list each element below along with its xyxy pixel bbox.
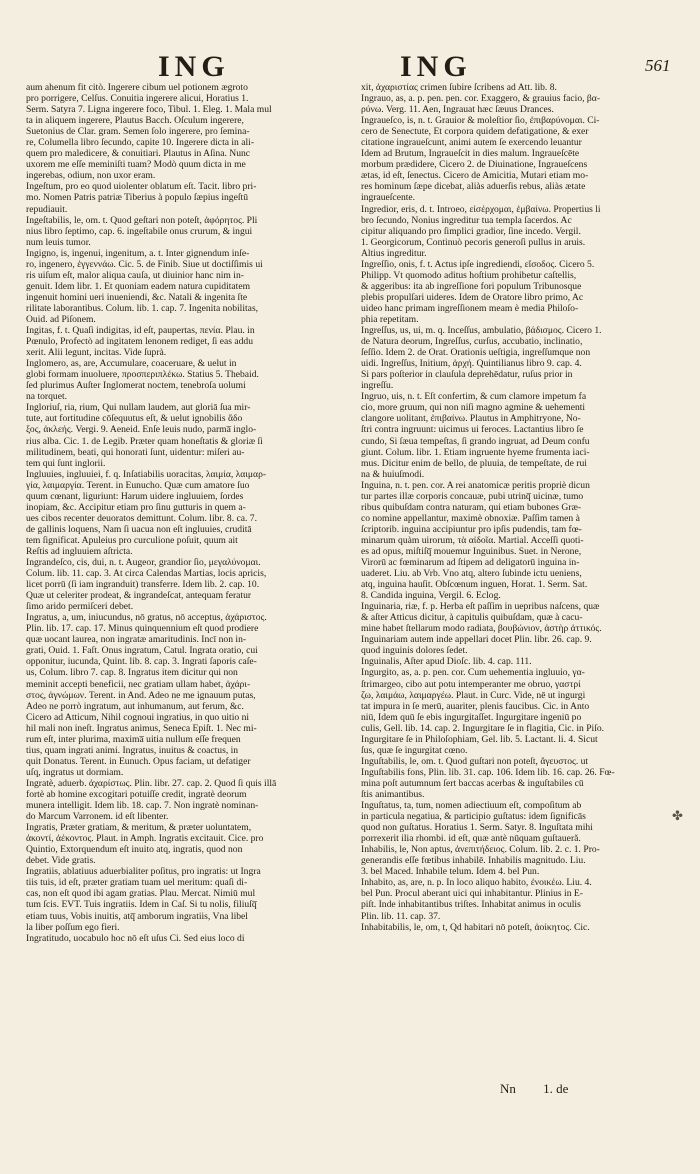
text-line: cundo, Si ſæua tempeſtas, ſi grando ingruat, ad Deum confu: [361, 435, 590, 447]
text-line: re, Columella libro ſecundo, capite 10. Ingerere dicta in ali-: [26, 137, 255, 149]
text-line: tem ſignificat. Apuleius pro curculione poſuit, quum ait: [26, 534, 238, 546]
text-line: plebis propulſari uideres. Idem de Oratore libro primo, Ac: [361, 291, 584, 303]
text-line: munera intelligit. Idem lib. 18. cap. 7. Non ingratè nominan-: [26, 800, 259, 812]
text-line: uſq, ingratus ut dormiam.: [26, 766, 124, 778]
text-line: la liber poſſum ego fieri.: [26, 921, 120, 933]
text-line: Pœnulo, Profectò ad ingitatem lenonem rediget, ſi eas addu: [26, 336, 253, 348]
text-line: ſeſſio. Idem 2. de Orat. Orationis ueſtigia, ingreſſumque non: [361, 347, 591, 359]
text-line: globi formam inuoluere, προσπεριπλέκω. Statius 5. Thebaid.: [26, 369, 259, 381]
text-line: Ingeſtabilis, le, om. t. Quod geſtari non poteſt, ἀφόρητος. Pli: [26, 214, 258, 226]
text-line: Colum. lib. 11. cap. 3. At circa Calendas Martias, locis apricis,: [26, 568, 267, 580]
text-line: licet porrū (ſi iam ingranduit) transferre. Idem lib. 2. cap. 10.: [26, 579, 260, 591]
text-line: ætas, id eſt, ſenectus. Cicero de Amicitia, Mutari etiam mo-: [361, 170, 589, 182]
text-line: ἀκοντί, ἀέκοντος. Plaut. in Amph. Ingratis excitauit. Cice. pro: [26, 833, 264, 845]
text-line: Inguſtabilis fons, Plin. lib. 31. cap. 106. Idem lib. 16. cap. 26. Fœ-: [361, 766, 615, 778]
text-line: ingerebas, odium, non uxor eram.: [26, 170, 156, 182]
text-line: culis, Gell. lib. 14. cap. 2. Ingurgitare ſe in flagitia, Cic. in Piſo.: [361, 722, 605, 734]
text-line: quod inguinis dolores ſedet.: [361, 645, 468, 657]
text-line: tute, aut fortitudine cōſequutus eſt, & uelut ignobilis ἄδο: [26, 413, 243, 425]
text-line: aum ahenum fit citò. Ingerere cibum uel potionem ægroto: [26, 82, 248, 93]
text-line: generandis eſſe fœtibus inhabilē. Inhabilis magnitudo. Liu.: [361, 855, 586, 867]
text-line: tum ſcis. EVT. Tuis ingratiis. Idem in Caſ. Si tu nolis, filiuſq̅: [26, 899, 257, 911]
text-line: minarum quàm uirorum, τὰ αἰδοῖα. Martial. Acceſſi quoti-: [361, 534, 584, 546]
text-line: ingreſſu.: [361, 380, 394, 392]
text-line: ſtis animantibus.: [361, 789, 425, 800]
text-line: tius, quam ingrati animi. Ingratus, inuitus & coactus, in: [26, 744, 239, 756]
text-line: es ad opus, miſtiſq̅ mouemur Inguinibus. Suet. in Nerone,: [361, 545, 582, 557]
text-line: rum eſt, inter plurima, maxima̅ uitia nullum eſſe frequen: [26, 733, 241, 745]
text-line: Inhabito, as, are, n. p. In loco aliquo habito, ἐνοικέω. Liu. 4.: [361, 877, 592, 889]
text-line: quem pro maledicere, & conuitiari. Plautus in Aſina. Nunc: [26, 148, 251, 160]
text-line: debet. Vide gratis.: [26, 855, 96, 867]
text-line: niū, Idem quū ſe ebis ingurgitaſſet. Ingurgitare ingeniū po: [361, 711, 582, 723]
text-line: 3. bel Maced. Inhabile telum. Idem 4. bel Pun.: [361, 866, 540, 878]
running-head-left: ING: [158, 50, 230, 83]
text-line: tiis tuis, id eſt, præter gratiam tuam uel meritum: quaſi di-: [26, 877, 248, 889]
text-line: Ingratis, Præter gratiam, & meritum, & præter uoluntatem,: [26, 822, 252, 834]
text-line: Inhabitabilis, le, om, t, Qd habitari nō poteſt, ἀοίκητος. Cic.: [361, 921, 590, 933]
text-line: mine habet ſtellarum modo radiata, βουβώνιον, ἀστὴρ ἀττικός.: [361, 623, 602, 635]
text-line: Si pars poſterior in clauſula deprehēdatur, ruſus prior in: [361, 369, 573, 381]
text-line: ſtrimargeo, cibo aut potu intemperanter me obruo, γαστρί: [361, 678, 581, 690]
text-line: Ingrandeſco, cis, dui, n. t. Augeor, grandior ſio, μεγαλύνομαι.: [26, 557, 261, 569]
text-line: Inglomero, as, are, Accumulare, coaceruare, & uelut in: [26, 358, 237, 370]
text-line: fortè ab homine excogitari potuiſſe credit, ingratè deorum: [26, 789, 247, 800]
text-line: ingraueſcente.: [361, 192, 416, 204]
text-line: ro, ingenero, ἐγγεννάω. Cic. 5. de Finib. Siue ut doctiſſimis ui: [26, 258, 263, 270]
text-line: uideo hanc primam ingreſſionem meam è media Philoſo-: [361, 302, 579, 314]
text-line: Ingredior, eris, d. t. Introeo, εἰσέρχομαι, ἐμβαίνω. Propertius li: [361, 203, 601, 215]
text-line: Ouid. ad Piſonem.: [26, 313, 96, 325]
text-line: atq, inguina hauſit. Obſcœnum inguen, Horat. 1. Serm. Sat.: [361, 579, 588, 591]
text-line: & aggeribus: ita ab ingreſſione fori populum Tribunosque: [361, 280, 582, 292]
text-line: xerit. Alii legunt, incitas. Vide ſuprà.: [26, 347, 167, 359]
text-line: Ingraueſco, is, n. t. Grauior & moleſtior ſio, ἐπιβαρύνομαι. Ci-: [361, 115, 600, 127]
text-line: quit Donatus. Terent. in Eunuch. Opus faciam, ut defatiger: [26, 755, 251, 767]
text-line: us, Colum. libro 7. cap. 8. Ingratus item dicitur qui non: [26, 667, 238, 679]
text-line: phia repetitam.: [361, 313, 419, 325]
running-head-right: ING: [400, 50, 472, 83]
text-line: xit, ἀχαριστίας crimen ſubire ſcribens ad Att. lib. 8.: [361, 82, 557, 93]
text-line: ρύνω. Verg. 11. Aen, Ingrauat hæc ſæuus Drances.: [361, 104, 554, 116]
text-line: Reſtis ad ingluuiem aſtricta.: [26, 545, 133, 557]
text-line: Quintio, Extorquendum eſt inuito atq, ingratis, quod non: [26, 844, 243, 856]
text-line: ſimo arido permiſceri debet.: [26, 601, 134, 613]
text-line: giunt. Colum. libr. 1. Etiam ingruente hyeme frumenta iaci-: [361, 446, 590, 458]
text-line: Cicero ad Atticum, Nihil cognoui ingratius, in quo uitio ni: [26, 711, 250, 723]
text-line: Ingrauo, as, a. p. pen. pen. cor. Exaggero, & grauius facio, βα-: [361, 93, 601, 105]
text-line: ſus, quæ ſe ingurgitat cœno.: [361, 744, 468, 756]
text-line: Inhabilis, le, Non aptus, ἀνεπιτήδειος. Colum. lib. 2. c. 1. Pro-: [361, 844, 600, 856]
text-line: Serm. Satyra 7. Ligna ingerere foco, Tibul. 1. Eleg. 1. Mala mul: [26, 104, 272, 116]
text-line: grati, Ouid. 1. Faſt. Onus ingratum, Catul. Ingrata oratio, cui: [26, 645, 258, 657]
text-line: piſt. Inde inhabitantibus triſtes. Inhabitat animus in oculis: [361, 899, 581, 911]
text-line: repudiauit.: [26, 203, 68, 215]
text-line: cio, more gruum, qui non niſi magno agmine & uehementi: [361, 402, 586, 414]
page-footer: [500, 1081, 592, 1097]
left-column: [26, 82, 342, 944]
text-line: rius alba. Cic. 1. de Legib. Præter quam honeſtatis & gloriæ ſi: [26, 435, 263, 447]
text-line: Ingruo, uis, n. t. Eſt confertim, & cum clamore impetum fa: [361, 391, 587, 403]
text-line: Ingitas, f. t. Quaſi indigitas, id eſt, paupertas, πενία. Plau. in: [26, 325, 255, 337]
text-line: nius libro ſeptimo, cap. 6. ingeſtabile onus crurum, & ingui: [26, 225, 253, 237]
text-line: genuit. Idem libr. 1. Et quoniam eadem natura cupiditatem: [26, 280, 251, 292]
text-line: ſed plurimus Auſter Inglomerat noctem, tenebroſa uolumi: [26, 380, 246, 392]
text-line: uxorem me eſſe meminiſti tuam? Modò quum dicta in me: [26, 159, 246, 171]
margin-ornament-icon: ✤: [672, 808, 683, 823]
text-line: clangore uolitant, ἐπιβαίνω. Plautus in Amphitryone, No-: [361, 413, 581, 425]
text-line: tat impura in ſe merū, auariter, plenis faucibus. Cic. in Anto: [361, 700, 590, 712]
text-line: ues cibos recenter deuoratos demittunt. Colum. libr. 8. ca. 7.: [26, 512, 257, 524]
text-line: Ingreſſio, onis, f. t. Actus ipſe ingrediendi, εἴσοδος. Cicero 5.: [361, 258, 595, 270]
text-line: ζω, λαιμάω, λαιμαργέω. Plaut. in Curc. Vide, nē ut ingurgi: [361, 689, 586, 701]
text-line: ris uiſum eſt, malor aliqua cauſa, ut diuinior hanc nim in-: [26, 269, 244, 281]
text-line: Philipp. Vt quomodo aditus hoſtium prohibetur caſtellis,: [361, 269, 577, 281]
text-line: Suetonius de Clar. gram. Semen ſolo ingerere, pro ſemina-: [26, 126, 250, 138]
text-line: Inguina, n. t. pen. cor. A rei anatomicæ peritis propriè dicun: [361, 479, 590, 491]
text-line: tur partes illæ corporis concauæ, pubi utrinq̅ uicinæ, tumo: [361, 490, 584, 502]
text-line: res hominum ſæpe dicebat, aliàs aduerſis rebus, aliàs ætate: [361, 181, 586, 193]
text-line: Inguinaria, riæ, f. p. Herba eſt paſſim in uepribus naſcens, quæ: [361, 601, 600, 613]
text-line: cipitur aliquando pro ſimplici gradior, ſine incedo. Vergil.: [361, 225, 581, 237]
text-line: in particula negatiua, & participio guſtatus: idem ſignificās: [361, 811, 586, 823]
text-line: quod non guſtatus. Horatius 1. Serm. Satyr. 8. Inguſtata mihi: [361, 822, 593, 834]
text-line: Quæ ut celeriter prodeat, & ingrandeſcat, antequam feratur: [26, 590, 252, 602]
text-line: Ingurgitare ſe in Philoſophiam, Gel. lib. 5. Lactant. li. 4. Sicut: [361, 733, 598, 745]
text-line: na torquet.: [26, 391, 68, 403]
text-line: στος, ἀγνώμων. Terent. in And. Adeo ne me ignauum putas,: [26, 689, 256, 701]
text-line: Ingratiis, ablatiuus aduerbialiter poſitus, pro ingratis: ut Ingra: [26, 866, 261, 878]
text-line: Ingratitudo, uocabulo hoc nō eſt uſus Ci. Sed eius loco di: [26, 932, 245, 944]
text-line: quum cœnant, liguriunt: Harum uidere ingluuiem, ſordes: [26, 490, 244, 502]
text-line: Ingurgito, as, a. p. pen. cor. Cum uehementia ingluuio, γα-: [361, 667, 585, 679]
text-line: ta in aliquem ingerere, Plautus Bacch. Oſculum ingerere,: [26, 115, 244, 127]
text-line: do Marcum Varronem. id eſt libenter.: [26, 811, 169, 823]
text-line: cas, non eſt quod ibi agam gratias. Plau. Mercat. Nimiū mul: [26, 888, 256, 900]
text-line: mus. Dicitur enim de bello, de pluuia, de tempeſtate, de rui: [361, 457, 587, 469]
text-line: rilitate laborantibus. Colum. lib. 1. cap. 7. Ingenita nobilitas,: [26, 302, 259, 314]
text-line: Inguinalis, Aſter apud Dioſc. lib. 4. cap. 111.: [361, 656, 532, 668]
text-line: militudinem, beati, qui honorati ſunt, uidentur: miſeri au-: [26, 446, 245, 458]
text-line: Plin. lib. 11. cap. 37.: [361, 910, 441, 922]
text-line: meminit accepti beneficii, nec gratiam ullam habet, ἀχάρι-: [26, 678, 251, 690]
page-number: 561: [645, 56, 671, 75]
text-line: uaderet. Liu. ab Vrb. Vno atq, altero ſubinde ictu ueniens,: [361, 568, 582, 580]
text-line: Ingloriuſ, ria, rium, Qui nullam laudem, aut gloriā ſua mir-: [26, 402, 251, 414]
text-line: γία, λαιμαργία. Terent. in Eunucho. Quæ cum amatore ſuo: [26, 479, 250, 491]
text-line: mina poſt autumnum ſert baccas acerbas & inguſtabiles cū: [361, 777, 584, 789]
text-line: tem qui ſunt inglorii.: [26, 457, 106, 469]
text-line: Altius ingreditur.: [361, 247, 427, 259]
text-line: Ingluuies, ingluuiei, f. q. Inſatiabilis uoracitas, λαιμία, λαιμαρ-: [26, 468, 267, 480]
text-line: Ingigno, is, ingenui, ingenitum, a. t. Inter gignendum inſe-: [26, 247, 250, 259]
signature-mark: Nn: [500, 1081, 516, 1096]
text-line: Idem ad Brutum, Ingraueſcit in dies malum. Ingraueſcēte: [361, 148, 580, 160]
text-line: pro porrigere, Celſus. Conuitia ingerere alicui, Horatius 1.: [26, 93, 249, 105]
text-line: hil mali non ineſt. Ingratus animus, Seneca Epiſt. 1. Nec mi-: [26, 722, 257, 734]
text-line: Ingreſſus, us, ui, m. q. Inceſſus, ambulatio, βάδισμος. Cicero 1.: [361, 325, 602, 337]
text-line: Adeo ne porrò ingratum, aut inhumanum, aut ferum, &c.: [26, 700, 244, 712]
text-line: ſtri contra ingruunt: uicimus ui feroces. Lactantius libro ſe: [361, 424, 584, 436]
text-line: ξος, ἀκλεής. Vergi. 9. Aeneid. Enſe leuis nudo, parma̅ inglo-: [26, 424, 257, 436]
text-line: Inguinariam autem inde appellari docet Plin. libr. 26. cap. 9.: [361, 634, 592, 646]
text-line: de gallinis loquens, Nam ſi uacua non eſt ingluuies, cruditā: [26, 523, 252, 535]
text-line: cero de Senectute, Et corpora quidem defatigatione, & exer: [361, 126, 589, 138]
text-line: Ingeſtum, pro eo quod uiolenter oblatum eſt. Tacit. libro pri-: [26, 181, 257, 193]
text-line: Plin. lib. 17. cap. 17. Minus quinquennium eſt quod prodiere: [26, 623, 259, 635]
text-line: etiam tuus, Vobis inuitis, atq̅ amborum ingratiis, Vna libel: [26, 910, 248, 922]
text-line: co nomine appellantur, maximè obnoxiæ. Paſſim tamen à: [361, 512, 580, 524]
text-line: na & huiuſmodi.: [361, 468, 425, 480]
text-line: morbum prædidere, Cicero 2. de Diuinatione, Ingraueſcens: [361, 159, 588, 171]
text-line: 8. Candida inguina, Vergil. 6. Eclog.: [361, 590, 501, 602]
text-line: uidi. Ingreſſus, Initium, ἀρχή. Quintilianus libro 9. cap. 4.: [361, 358, 582, 370]
text-line: bro ſecundo, Nonius ingreditur tua templa ſacerdos. Ac: [361, 214, 572, 226]
text-line: Ingratè, aduerb. ἀχαρίστως. Plin. libr. 27. cap. 2. Quod ſi quis illā: [26, 777, 277, 789]
catchword: 1. de: [543, 1081, 569, 1096]
text-line: num leuis tumor.: [26, 236, 91, 248]
text-line: ſcriptorib. inguina accipiuntur pro ipſis pudendis, tam fœ-: [361, 523, 582, 535]
text-line: porrexerit ilia rhombi. id eſt, quæ antè nūquam guſtaueră.: [361, 833, 581, 845]
text-line: Virorū ac fœminarum ad ſtipem ad deligatorū inguina in-: [361, 557, 580, 569]
right-column: [361, 82, 677, 933]
text-line: citatione ingraueſcunt, animi autem ſe exercendo leuantur: [361, 137, 582, 149]
text-line: Ingratus, a, um, iniucundus, nō gratus, nō acceptus, ἀχάριστος.: [26, 612, 267, 624]
text-line: 1. Georgicorum, Continuò pecoris generoſi pullus in aruis.: [361, 236, 586, 248]
text-line: bel Pun. Procul aberant uici qui inhabitantur. Plinius in E-: [361, 888, 583, 900]
text-line: inopiam, &c. Accipitur etiam pro ſinu gutturis in quem a-: [26, 501, 246, 513]
text-line: opponitur, iucunda, Quint. lib. 8. cap. 3. Ingrati ſaporis caſe-: [26, 656, 257, 668]
text-line: ingenuit homini ueri inueniendi, &c. Natali & ingenita ſte: [26, 291, 248, 303]
text-line: quæ uocant laurea, non ingratæ amaritudinis. Incī non in-: [26, 634, 247, 646]
text-line: mo. Nomen Patris patriæ Tiberius à populo ſæpius ingeſtū: [26, 192, 248, 204]
text-line: de Natura deorum, Ingreſſus, curſus, accubatio, inclinatio,: [361, 336, 583, 348]
text-line: Inguſtatus, ta, tum, nomen adiectiuum eſt, compoſitum ab: [361, 800, 582, 812]
text-line: Inguſtabilis, le, om. t. Quod guſtari non poteſt, ἄγευστος. ut: [361, 755, 589, 767]
text-line: ribus quibuſdam contra naturam, qui etiam bubones Græ-: [361, 501, 582, 513]
text-line: & aſter Atticus dicitur, à capitulis quibuſdam, quæ à cacu-: [361, 612, 583, 624]
